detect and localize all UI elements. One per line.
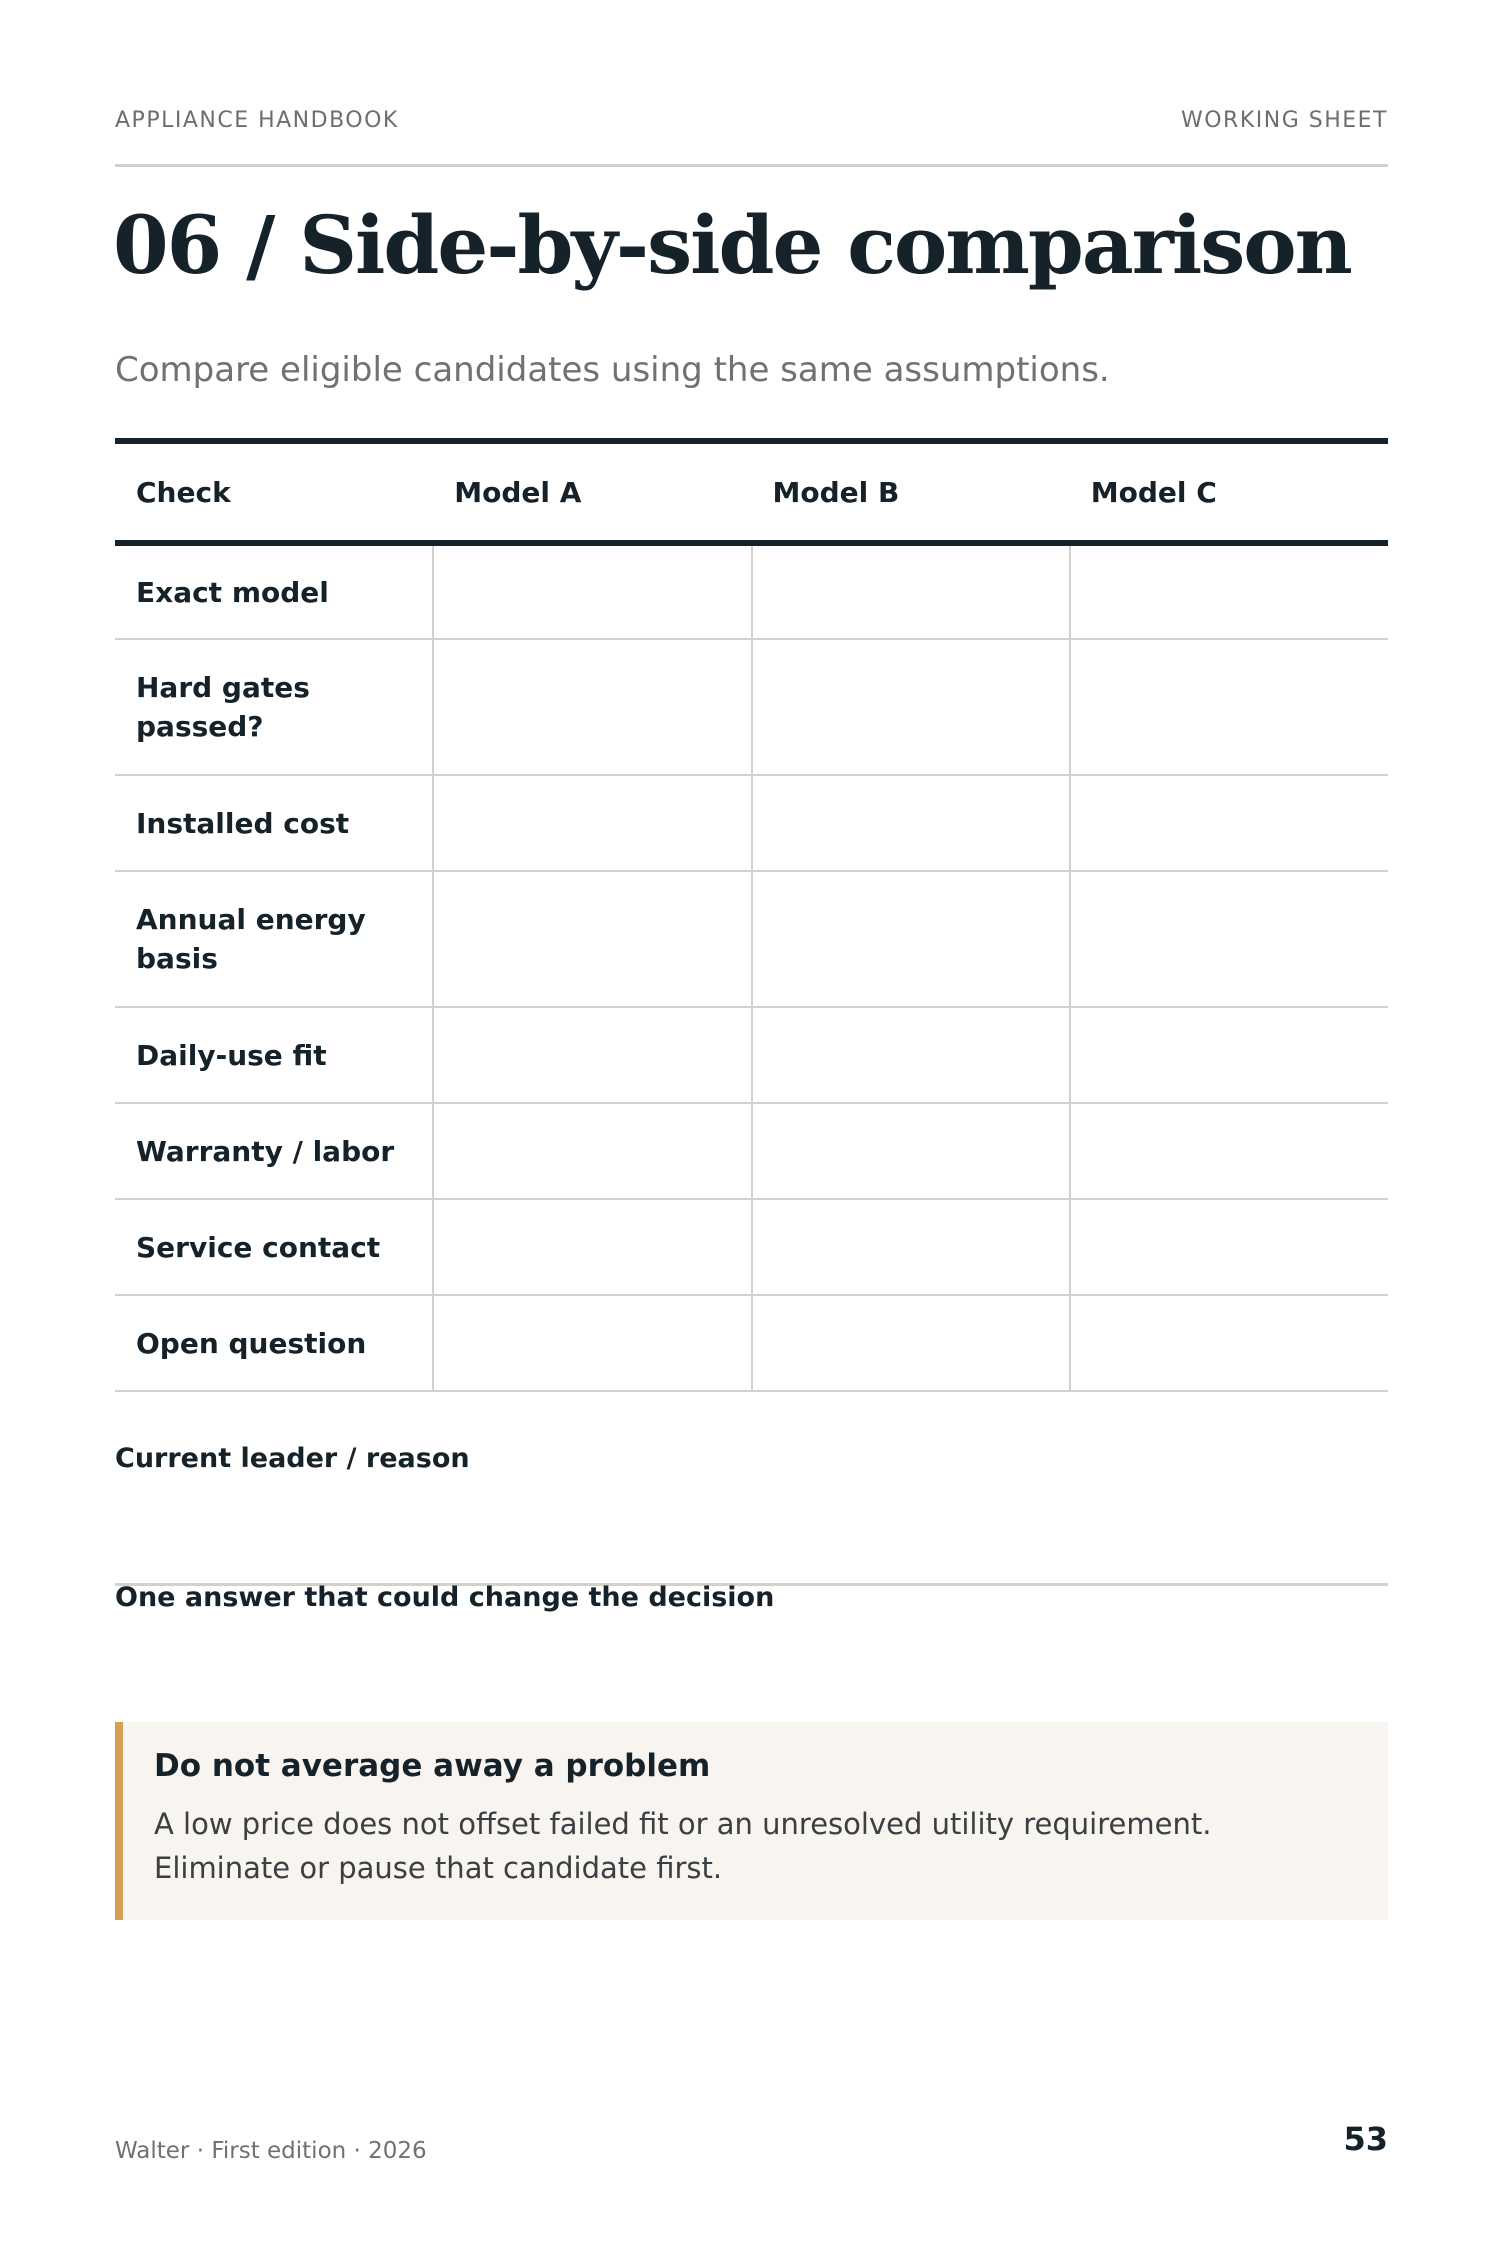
- model-a-cell[interactable]: [433, 1007, 751, 1103]
- row-label: Service contact: [115, 1199, 433, 1295]
- row-label: Hard gates passed?: [115, 639, 433, 775]
- model-b-cell[interactable]: [752, 1007, 1070, 1103]
- row-label: Annual energy basis: [115, 871, 433, 1007]
- model-b-cell[interactable]: [752, 543, 1070, 639]
- page-title: 06 / Side-by-side comparison: [113, 198, 1351, 292]
- page-number: 53: [1343, 2120, 1388, 2158]
- decision-change-label: One answer that could change the decision: [115, 1582, 775, 1613]
- model-a-cell[interactable]: [433, 871, 751, 1007]
- book-title: APPLIANCE HANDBOOK: [115, 108, 399, 133]
- row-label: Installed cost: [115, 775, 433, 871]
- model-a-cell[interactable]: [433, 1103, 751, 1199]
- model-c-cell[interactable]: [1070, 775, 1388, 871]
- model-c-cell[interactable]: [1070, 543, 1388, 639]
- warning-callout: [115, 1722, 1388, 1920]
- table-row: [115, 1295, 1388, 1391]
- table-row: [115, 1103, 1388, 1199]
- table-row: [115, 1199, 1388, 1295]
- model-a-cell[interactable]: [433, 639, 751, 775]
- row-label: Daily-use fit: [115, 1007, 433, 1103]
- sheet-label: WORKING SHEET: [1180, 108, 1388, 133]
- model-c-cell[interactable]: [1070, 1295, 1388, 1391]
- table-header-row: [115, 441, 1388, 543]
- model-b-cell[interactable]: [752, 1199, 1070, 1295]
- table-row: [115, 775, 1388, 871]
- table-row: [115, 639, 1388, 775]
- column-header: Model B: [752, 441, 1070, 543]
- model-a-cell[interactable]: [433, 775, 751, 871]
- callout-body: A low price does not offset failed fit or an unresolved utility requirement. Eliminate or pause that candidate first.: [154, 1807, 1212, 1885]
- model-c-cell[interactable]: [1070, 1103, 1388, 1199]
- table-row: [115, 1007, 1388, 1103]
- column-header: Model A: [433, 441, 751, 543]
- edition-footer: Walter · First edition · 2026: [115, 2138, 427, 2164]
- model-b-cell[interactable]: [752, 1295, 1070, 1391]
- row-label: Exact model: [115, 543, 433, 639]
- model-b-cell[interactable]: [752, 871, 1070, 1007]
- model-c-cell[interactable]: [1070, 1199, 1388, 1295]
- callout-title: Do not average away a problem: [154, 1748, 711, 1784]
- model-b-cell[interactable]: [752, 639, 1070, 775]
- page-subtitle: Compare eligible candidates using the same assumptions.: [115, 350, 1110, 390]
- running-header: [115, 108, 1388, 133]
- model-c-cell[interactable]: [1070, 639, 1388, 775]
- column-header: Check: [115, 441, 433, 543]
- model-a-cell[interactable]: [433, 1295, 751, 1391]
- column-header: Model C: [1070, 441, 1388, 543]
- model-b-cell[interactable]: [752, 775, 1070, 871]
- table-row: [115, 871, 1388, 1007]
- header-divider: [115, 164, 1388, 167]
- leader-reason-label: Current leader / reason: [115, 1443, 470, 1474]
- model-c-cell[interactable]: [1070, 1007, 1388, 1103]
- comparison-table: [115, 438, 1388, 1392]
- row-label: Warranty / labor: [115, 1103, 433, 1199]
- leader-reason-field[interactable]: [115, 1443, 1388, 1586]
- model-a-cell[interactable]: [433, 1199, 751, 1295]
- decision-change-field[interactable]: [115, 1582, 1388, 1725]
- row-label: Open question: [115, 1295, 433, 1391]
- model-b-cell[interactable]: [752, 1103, 1070, 1199]
- model-c-cell[interactable]: [1070, 871, 1388, 1007]
- model-a-cell[interactable]: [433, 543, 751, 639]
- table-row: [115, 543, 1388, 639]
